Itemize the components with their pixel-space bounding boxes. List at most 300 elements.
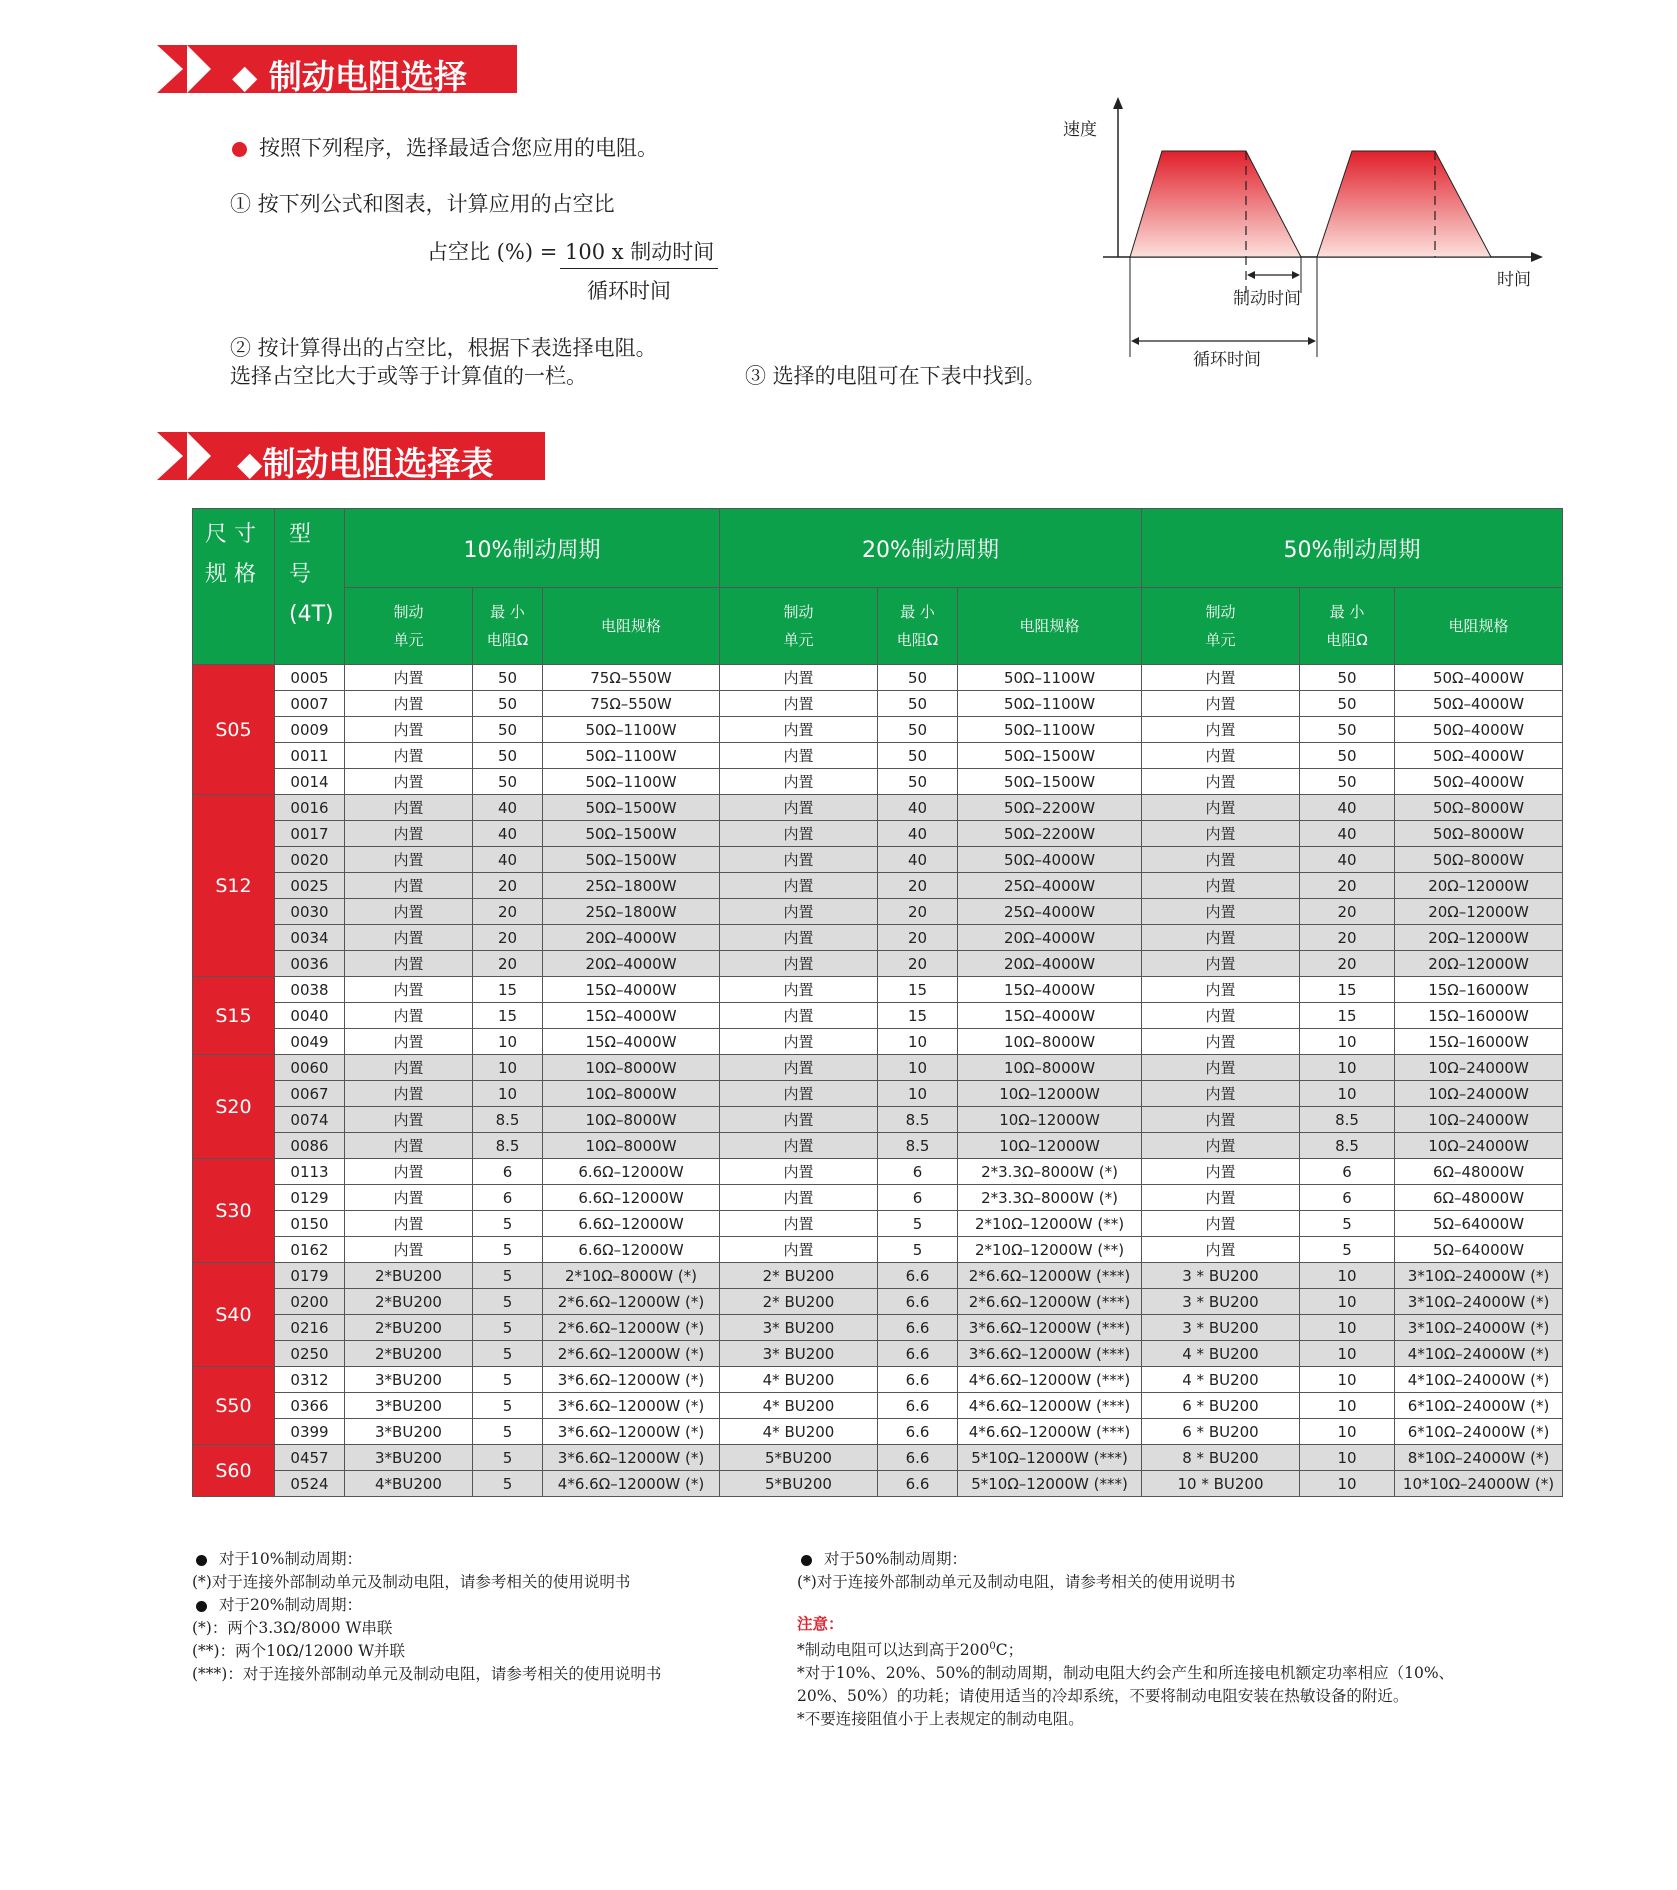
table-cell: 内置 (345, 665, 473, 691)
table-cell: 75Ω–550W (543, 691, 720, 717)
col-label: 单元 (783, 631, 814, 649)
table-cell: 10 (1300, 1315, 1395, 1341)
table-cell: 15Ω–4000W (958, 977, 1142, 1003)
table-cell: 0038 (275, 977, 345, 1003)
note-50-text: (*)对于连接外部制动单元及制动电阻，请参考相关的使用说明书 (797, 1573, 1236, 1591)
table-cell: 内置 (720, 1055, 878, 1081)
table-cell: 10*10Ω–24000W (*) (1395, 1471, 1563, 1497)
table-cell: 内置 (720, 1081, 878, 1107)
x-axis-arrow-icon (1531, 252, 1543, 262)
table-cell: 2*10Ω–12000W (**) (958, 1237, 1142, 1263)
table-cell: 50Ω–4000W (1395, 717, 1563, 743)
table-cell: 10Ω–8000W (543, 1133, 720, 1159)
table-cell: 15 (878, 977, 958, 1003)
table-cell: 15 (1300, 1003, 1395, 1029)
table-cell: 20 (1300, 925, 1395, 951)
period-header-50: 50%制动周期 (1142, 509, 1563, 588)
table-cell: 内置 (1142, 1185, 1300, 1211)
table-cell: 6 * BU200 (1142, 1419, 1300, 1445)
table-cell: 3 * BU200 (1142, 1315, 1300, 1341)
size-cell: S05 (193, 665, 275, 795)
table-cell: 10 (1300, 1055, 1395, 1081)
table-cell: 0016 (275, 795, 345, 821)
table-cell: 内置 (720, 899, 878, 925)
col-label: 电阻Ω (486, 631, 529, 649)
table-cell: 2*3.3Ω–8000W (*) (958, 1159, 1142, 1185)
time-label: 时间 (1497, 270, 1531, 290)
table-cell: 0457 (275, 1445, 345, 1471)
col-label: 单元 (393, 631, 424, 649)
note-10-title (192, 1548, 661, 1571)
table-cell: 内置 (720, 665, 878, 691)
note-text: C； (995, 1641, 1024, 1660)
table-cell: 3*10Ω–24000W (*) (1395, 1289, 1563, 1315)
table-cell: 10Ω–8000W (958, 1029, 1142, 1055)
table-cell: 0020 (275, 847, 345, 873)
table-cell: 25Ω–4000W (958, 899, 1142, 925)
table-cell: 内置 (1142, 717, 1300, 743)
table-cell: 0216 (275, 1315, 345, 1341)
table-cell: 3*10Ω–24000W (*) (1395, 1263, 1563, 1289)
table-cell: 50Ω–2200W (958, 821, 1142, 847)
table-row (193, 769, 1563, 795)
table-cell: 4* BU200 (720, 1419, 878, 1445)
table-cell: 内置 (720, 1159, 878, 1185)
table-cell: 0366 (275, 1393, 345, 1419)
table-cell: 2*3.3Ω–8000W (*) (958, 1185, 1142, 1211)
arrow-right-icon (1308, 337, 1316, 345)
table-row (193, 821, 1563, 847)
col-resistor-spec: 电阻规格 (543, 588, 720, 665)
table-cell: 0030 (275, 899, 345, 925)
table-cell: 0399 (275, 1419, 345, 1445)
table-cell: 50 (1300, 717, 1395, 743)
table-cell: 50 (878, 665, 958, 691)
table-cell: 10 (473, 1081, 543, 1107)
table-cell: 内置 (720, 717, 878, 743)
table-cell: 50Ω–1100W (958, 665, 1142, 691)
table-cell: 内置 (1142, 691, 1300, 717)
table-cell: 3*6.6Ω–12000W (*) (543, 1393, 720, 1419)
table-cell: 内置 (1142, 1107, 1300, 1133)
table-cell: 3*BU200 (345, 1367, 473, 1393)
table-cell: 4*6.6Ω–12000W (*) (543, 1471, 720, 1497)
table-cell: 内置 (345, 1029, 473, 1055)
table-cell: 6.6Ω–12000W (543, 1185, 720, 1211)
table-cell: 20 (1300, 873, 1395, 899)
note-10-text: (*)对于连接外部制动单元及制动电阻，请参考相关的使用说明书 (192, 1573, 631, 1591)
bullet-icon (196, 1555, 207, 1566)
section-title: ◆ 制动电阻选择 (232, 57, 467, 96)
table-cell: 内置 (720, 1107, 878, 1133)
table-cell: 5*BU200 (720, 1445, 878, 1471)
table-cell: 20 (878, 899, 958, 925)
speed-profile-1 (1130, 151, 1301, 257)
attention-2: *对于10%、20%、50%的制动周期，制动电阻大约会产生和所连接电机额定功率相应（10%、 (797, 1664, 1455, 1683)
table-cell: 内置 (1142, 795, 1300, 821)
col-label: 单元 (1205, 631, 1236, 649)
size-cell: S40 (193, 1263, 275, 1367)
table-cell: 50Ω–1500W (543, 821, 720, 847)
table-cell: 50Ω–1500W (958, 769, 1142, 795)
col-label: 制动 (1205, 603, 1236, 621)
table-cell: 15 (473, 1003, 543, 1029)
table-cell: 10 (1300, 1367, 1395, 1393)
table-row (193, 665, 1563, 691)
table-cell: 10 (1300, 1419, 1395, 1445)
table-cell: 10 (1300, 1081, 1395, 1107)
table-row (193, 717, 1563, 743)
table-cell: 2*BU200 (345, 1315, 473, 1341)
table-cell: 2* BU200 (720, 1289, 878, 1315)
table-cell: 10Ω–8000W (958, 1055, 1142, 1081)
period-header-10: 10%制动周期 (345, 509, 720, 588)
table-cell: 40 (473, 847, 543, 873)
table-cell: 10Ω–24000W (1395, 1107, 1563, 1133)
table-cell: 15Ω–16000W (1395, 977, 1563, 1003)
table-cell: 50 (473, 769, 543, 795)
table-cell: 3 * BU200 (1142, 1263, 1300, 1289)
table-cell: 0009 (275, 717, 345, 743)
table-cell: 4* BU200 (720, 1367, 878, 1393)
size-cell: S15 (193, 977, 275, 1055)
table-cell: 5 (473, 1237, 543, 1263)
table-row (193, 847, 1563, 873)
table-cell: 内置 (345, 977, 473, 1003)
table-row (193, 1263, 1563, 1289)
table-cell: 40 (1300, 821, 1395, 847)
table-cell: 6 (1300, 1185, 1395, 1211)
table-row (193, 1107, 1563, 1133)
col-resistor-spec: 电阻规格 (1395, 588, 1563, 665)
table-cell: 0049 (275, 1029, 345, 1055)
table-cell: 0060 (275, 1055, 345, 1081)
table-cell: 内置 (720, 1237, 878, 1263)
table-cell: 内置 (345, 1211, 473, 1237)
table-cell: 2*6.6Ω–12000W (***) (958, 1263, 1142, 1289)
speed-label: 速度 (1063, 120, 1097, 140)
table-cell: 40 (1300, 795, 1395, 821)
table-cell: 4*10Ω–24000W (*) (1395, 1341, 1563, 1367)
table-cell: 2*6.6Ω–12000W (***) (958, 1289, 1142, 1315)
table-cell: 内置 (345, 873, 473, 899)
table-cell: 50Ω–4000W (1395, 743, 1563, 769)
table-cell: 3*BU200 (345, 1445, 473, 1471)
table-cell: 5 (878, 1237, 958, 1263)
table-body (193, 665, 1563, 1497)
table-cell: 5Ω–64000W (1395, 1237, 1563, 1263)
table-cell: 5 (473, 1471, 543, 1497)
table-cell: 内置 (1142, 977, 1300, 1003)
table-cell: 50Ω–1100W (543, 717, 720, 743)
table-row (193, 1445, 1563, 1471)
section-title: ◆制动电阻选择表 (237, 444, 494, 483)
table-cell: 内置 (1142, 1211, 1300, 1237)
table-cell: 0067 (275, 1081, 345, 1107)
table-cell: 内置 (720, 795, 878, 821)
table-cell: 20Ω–12000W (1395, 899, 1563, 925)
table-cell: 10 (1300, 1341, 1395, 1367)
table-cell: 4*10Ω–24000W (*) (1395, 1367, 1563, 1393)
table-cell: 20Ω–4000W (543, 925, 720, 951)
table-cell: 15Ω–4000W (543, 1003, 720, 1029)
table-cell: 50Ω–1100W (543, 769, 720, 795)
size-cell: S60 (193, 1445, 275, 1497)
table-cell: 内置 (345, 1107, 473, 1133)
table-cell: 0040 (275, 1003, 345, 1029)
size-cell: S12 (193, 795, 275, 977)
cycle-time-label: 循环时间 (1193, 350, 1261, 370)
table-row (193, 873, 1563, 899)
table-cell: 内置 (1142, 1003, 1300, 1029)
table-cell: 0250 (275, 1341, 345, 1367)
table-cell: 5Ω–64000W (1395, 1211, 1563, 1237)
table-cell: 4*BU200 (345, 1471, 473, 1497)
table-row (193, 1159, 1563, 1185)
col-brake-unit (1142, 588, 1300, 665)
table-cell: 50 (1300, 691, 1395, 717)
note-20-c: (***)：对于连接外部制动单元及制动电阻，请参考相关的使用说明书 (192, 1665, 662, 1683)
model-header-line: 型 (289, 522, 312, 547)
table-cell: 内置 (720, 691, 878, 717)
table-cell: 内置 (1142, 821, 1300, 847)
table-cell: 10 (1300, 1471, 1395, 1497)
table-cell: 5*10Ω–12000W (***) (958, 1445, 1142, 1471)
table-cell: 6.6 (878, 1341, 958, 1367)
formula-bar (560, 268, 718, 269)
table-cell: 10Ω–24000W (1395, 1055, 1563, 1081)
table-cell: 5 (473, 1263, 543, 1289)
table-row (193, 1237, 1563, 1263)
step2-line2: 选择占空比大于或等于计算值的一栏。 (230, 364, 587, 388)
model-header-line: (4T) (289, 602, 334, 627)
col-min-resistance (1300, 588, 1395, 665)
table-cell: 3* BU200 (720, 1341, 878, 1367)
table-cell: 0129 (275, 1185, 345, 1211)
attention-4: *不要连接阻值小于上表规定的制动电阻。 (797, 1710, 1084, 1729)
table-cell: 15 (1300, 977, 1395, 1003)
table-cell: 20Ω–12000W (1395, 873, 1563, 899)
table-cell: 50Ω–2200W (958, 795, 1142, 821)
note-20-a: (*)：两个3.3Ω/8000 W串联 (192, 1619, 393, 1637)
table-row (193, 1367, 1563, 1393)
table-cell: 5 (878, 1211, 958, 1237)
table-row (193, 1419, 1563, 1445)
resistor-selection-table (192, 508, 1563, 1497)
formula (427, 236, 557, 266)
table-cell: 6.6 (878, 1445, 958, 1471)
note-text: 对于50%制动周期： (824, 1550, 967, 1568)
size-header-line: 规 格 (205, 562, 256, 587)
table-cell: 5 (473, 1367, 543, 1393)
table-cell: 2*BU200 (345, 1289, 473, 1315)
table-cell: 5 (473, 1393, 543, 1419)
table-cell: 3*6.6Ω–12000W (*) (543, 1445, 720, 1471)
table-row (193, 1133, 1563, 1159)
attention-3: 20%、50%）的功耗；请使用适当的冷却系统，不要将制动电阻安装在热敏设备的附近。 (797, 1687, 1409, 1706)
size-header-line: 尺 寸 (205, 522, 256, 547)
table-cell: 6.6 (878, 1289, 958, 1315)
step2-line1: ② 按计算得出的占空比，根据下表选择电阻。 (230, 336, 657, 360)
table-cell: 5 (473, 1211, 543, 1237)
table-cell: 50 (473, 691, 543, 717)
table-cell: 20 (473, 925, 543, 951)
attention-label: 注意： (797, 1614, 844, 1633)
table-cell: 内置 (345, 821, 473, 847)
size-cell: S20 (193, 1055, 275, 1159)
table-cell: 40 (473, 821, 543, 847)
table-row (193, 1081, 1563, 1107)
table-row (193, 691, 1563, 717)
table-cell: 20Ω–4000W (543, 951, 720, 977)
note-20-b: (**)：两个10Ω/12000 W并联 (192, 1642, 406, 1660)
table-cell: 10Ω–24000W (1395, 1133, 1563, 1159)
table-cell: 50 (473, 665, 543, 691)
table-cell: 内置 (720, 1003, 878, 1029)
table-cell: 0074 (275, 1107, 345, 1133)
table-cell: 15 (878, 1003, 958, 1029)
table-row (193, 1055, 1563, 1081)
formula-lhs: 占空比 (%) = (427, 240, 558, 264)
table-cell: 8*10Ω–24000W (*) (1395, 1445, 1563, 1471)
table-cell: 2*6.6Ω–12000W (*) (543, 1315, 720, 1341)
table-cell: 50 (1300, 665, 1395, 691)
table-cell: 内置 (1142, 665, 1300, 691)
table-row (193, 1471, 1563, 1497)
table-cell: 20 (473, 899, 543, 925)
table-cell: 50Ω–1100W (958, 717, 1142, 743)
table-cell: 10Ω–12000W (958, 1133, 1142, 1159)
table-cell: 0036 (275, 951, 345, 977)
table-cell: 内置 (720, 951, 878, 977)
table-cell: 25Ω–1800W (543, 873, 720, 899)
table-cell: 3*6.6Ω–12000W (***) (958, 1315, 1142, 1341)
section-banner-resistor-selection (157, 45, 517, 96)
table-cell: 6Ω–48000W (1395, 1185, 1563, 1211)
table-cell: 内置 (720, 977, 878, 1003)
table-cell: 0011 (275, 743, 345, 769)
table-cell: 4*6.6Ω–12000W (***) (958, 1393, 1142, 1419)
table-cell: 3*6.6Ω–12000W (*) (543, 1367, 720, 1393)
table-cell: 40 (1300, 847, 1395, 873)
table-cell: 50 (473, 743, 543, 769)
table-cell: 10Ω–8000W (543, 1081, 720, 1107)
note-text: 对于20%制动周期： (219, 1596, 362, 1614)
col-min-resistance (473, 588, 543, 665)
table-cell: 75Ω–550W (543, 665, 720, 691)
table-cell: 内置 (1142, 873, 1300, 899)
table-cell: 内置 (1142, 1133, 1300, 1159)
col-brake-unit (345, 588, 473, 665)
table-cell: 内置 (720, 1211, 878, 1237)
table-cell: 15Ω–4000W (958, 1003, 1142, 1029)
col-label: 最 小 (490, 603, 525, 621)
table-cell: 50Ω–4000W (1395, 769, 1563, 795)
y-axis-arrow-icon (1113, 97, 1123, 109)
table-cell: 5 (473, 1289, 543, 1315)
footnotes-right (797, 1548, 1454, 1731)
table-cell: 6.6Ω–12000W (543, 1159, 720, 1185)
table-cell: 0025 (275, 873, 345, 899)
col-label: 制动 (783, 603, 814, 621)
table-cell: 0179 (275, 1263, 345, 1289)
table-cell: 50 (878, 691, 958, 717)
table-cell: 20Ω–4000W (958, 925, 1142, 951)
table-cell: 50Ω–1500W (543, 795, 720, 821)
table-cell: 内置 (720, 769, 878, 795)
table-cell: 2* BU200 (720, 1263, 878, 1289)
table-cell: 50Ω–1500W (543, 847, 720, 873)
step1-text: ① 按下列公式和图表，计算应用的占空比 (230, 192, 615, 216)
table-cell: 内置 (720, 1133, 878, 1159)
table-cell: 6.6 (878, 1367, 958, 1393)
table-cell: 50 (1300, 769, 1395, 795)
size-cell: S30 (193, 1159, 275, 1263)
bullet-icon (196, 1601, 207, 1612)
table-cell: 6*10Ω–24000W (*) (1395, 1393, 1563, 1419)
table-cell: 3*BU200 (345, 1419, 473, 1445)
table-cell: 40 (878, 821, 958, 847)
table-cell: 3* BU200 (720, 1315, 878, 1341)
table-cell: 0524 (275, 1471, 345, 1497)
speed-profile-2 (1317, 151, 1491, 257)
table-cell: 5 (1300, 1211, 1395, 1237)
table-cell: 0007 (275, 691, 345, 717)
table-cell: 内置 (720, 847, 878, 873)
table-cell: 8.5 (473, 1133, 543, 1159)
table-cell: 20Ω–4000W (958, 951, 1142, 977)
table-cell: 6 (473, 1185, 543, 1211)
table-cell: 50 (1300, 743, 1395, 769)
table-cell: 50Ω–4000W (958, 847, 1142, 873)
table-cell: 6 (473, 1159, 543, 1185)
table-cell: 2*10Ω–8000W (*) (543, 1263, 720, 1289)
table-cell: 内置 (720, 1185, 878, 1211)
note-50-title (797, 1548, 1454, 1571)
table-cell: 6 (878, 1185, 958, 1211)
table-cell: 6.6Ω–12000W (543, 1237, 720, 1263)
arrow-right-icon (1292, 271, 1300, 279)
formula-denominator: 循环时间 (587, 279, 671, 303)
table-cell: 10Ω–8000W (543, 1055, 720, 1081)
table-cell: 3*BU200 (345, 1393, 473, 1419)
table-cell: 50 (878, 743, 958, 769)
table-cell: 8.5 (1300, 1133, 1395, 1159)
table-cell: 内置 (1142, 1081, 1300, 1107)
table-cell: 4* BU200 (720, 1393, 878, 1419)
braking-cycle-diagram (1063, 95, 1555, 370)
table-cell: 6.6Ω–12000W (543, 1211, 720, 1237)
table-cell: 15Ω–4000W (543, 977, 720, 1003)
table-cell: 10Ω–8000W (543, 1107, 720, 1133)
formula-numerator: 100 x 制动时间 (565, 240, 715, 264)
table-cell: 2*BU200 (345, 1341, 473, 1367)
note-text: 对于10%制动周期： (219, 1550, 362, 1568)
arrow-left-icon (1247, 271, 1255, 279)
table-cell: 内置 (720, 743, 878, 769)
table-cell: 内置 (720, 1029, 878, 1055)
col-resistor-spec: 电阻规格 (958, 588, 1142, 665)
table-cell: 内置 (345, 899, 473, 925)
table-cell: 10 (1300, 1263, 1395, 1289)
table-cell: 10 (473, 1055, 543, 1081)
col-min-resistance (878, 588, 958, 665)
table-cell: 0014 (275, 769, 345, 795)
table-cell: 内置 (345, 1081, 473, 1107)
table-cell: 6.6 (878, 1315, 958, 1341)
table-cell: 4 * BU200 (1142, 1341, 1300, 1367)
table-cell: 内置 (345, 1185, 473, 1211)
